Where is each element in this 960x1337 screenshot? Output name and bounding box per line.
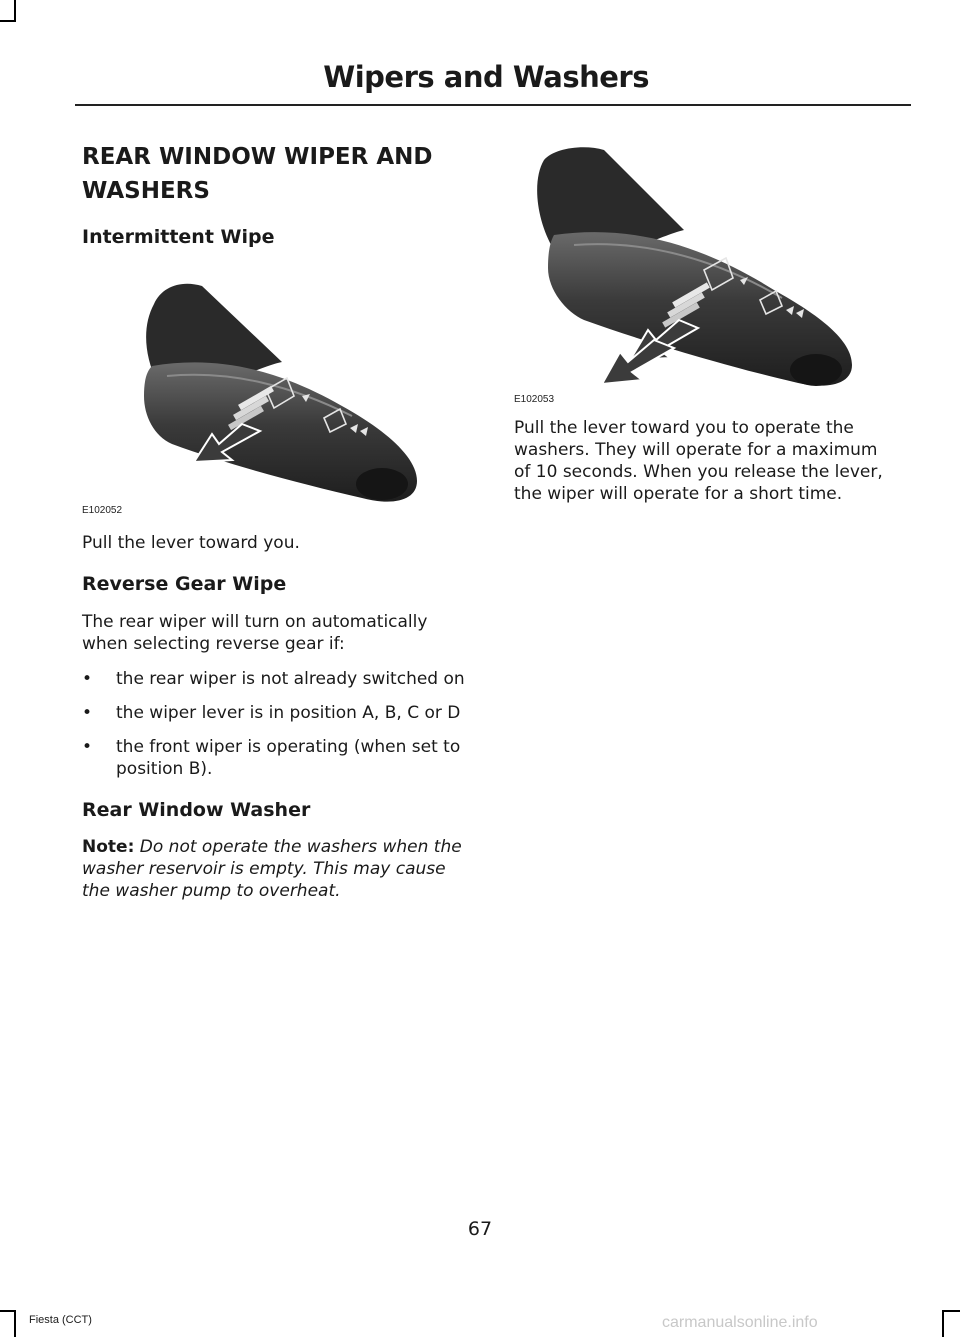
page-header [0, 58, 960, 108]
page-number: 67 [467, 1218, 493, 1240]
wiper-lever-illustration [514, 140, 859, 405]
list-item [82, 668, 474, 690]
bullet-glyph: • [82, 703, 93, 723]
list-item-text: the rear wiper is not already switched on [116, 669, 465, 689]
rear-washer-heading: Rear Window Washer [82, 799, 311, 821]
section-title-line2: WASHERS [82, 178, 210, 204]
crop-mark [0, 20, 16, 22]
figure-rear-washer [514, 140, 859, 405]
intermittent-wipe-heading: Intermittent Wipe [82, 226, 275, 248]
footer-model: Fiesta (CCT) [29, 1314, 92, 1326]
figure1-caption: Pull the lever toward you. [82, 533, 300, 553]
bullet-glyph: • [82, 737, 93, 757]
figure-code: E102052 [82, 505, 123, 516]
page-title: Wipers and Washers [323, 60, 649, 94]
figure-code: E102053 [514, 394, 555, 405]
figure2-caption: Pull the lever toward you to operate the washers. They will operate for a maximum of 10 seconds. When you release the lever, the wiper will operate for a short time. [514, 418, 883, 504]
bullet-glyph: • [82, 669, 93, 689]
header-rule [75, 104, 911, 106]
section-title [82, 140, 474, 208]
crop-mark [14, 1310, 16, 1337]
crop-mark [942, 1310, 960, 1312]
list-item [82, 736, 474, 780]
reverse-conditions-list [82, 668, 474, 780]
right-column [514, 140, 892, 505]
note-text: Do not operate the washers when the washer reservoir is empty. This may cause the washer pump to overheat. [82, 837, 462, 901]
list-item-text: the front wiper is operating (when set to position B). [116, 737, 461, 779]
left-column [82, 140, 474, 902]
figure-intermittent-wipe [82, 266, 422, 516]
crop-mark [0, 1310, 16, 1312]
reverse-gear-heading: Reverse Gear Wipe [82, 573, 287, 595]
crop-mark [942, 1310, 944, 1337]
note [82, 836, 474, 902]
watermark: carmanualsonline.info [662, 1314, 818, 1331]
crop-mark [14, 0, 16, 22]
reverse-intro: The rear wiper will turn on automatically when selecting reverse gear if: [82, 612, 428, 654]
list-item-text: the wiper lever is in position A, B, C or D [116, 703, 461, 723]
wiper-lever-illustration [82, 266, 422, 516]
list-item [82, 702, 474, 724]
note-label: Note: [82, 837, 135, 857]
section-title-line1: REAR WINDOW WIPER AND [82, 144, 433, 170]
